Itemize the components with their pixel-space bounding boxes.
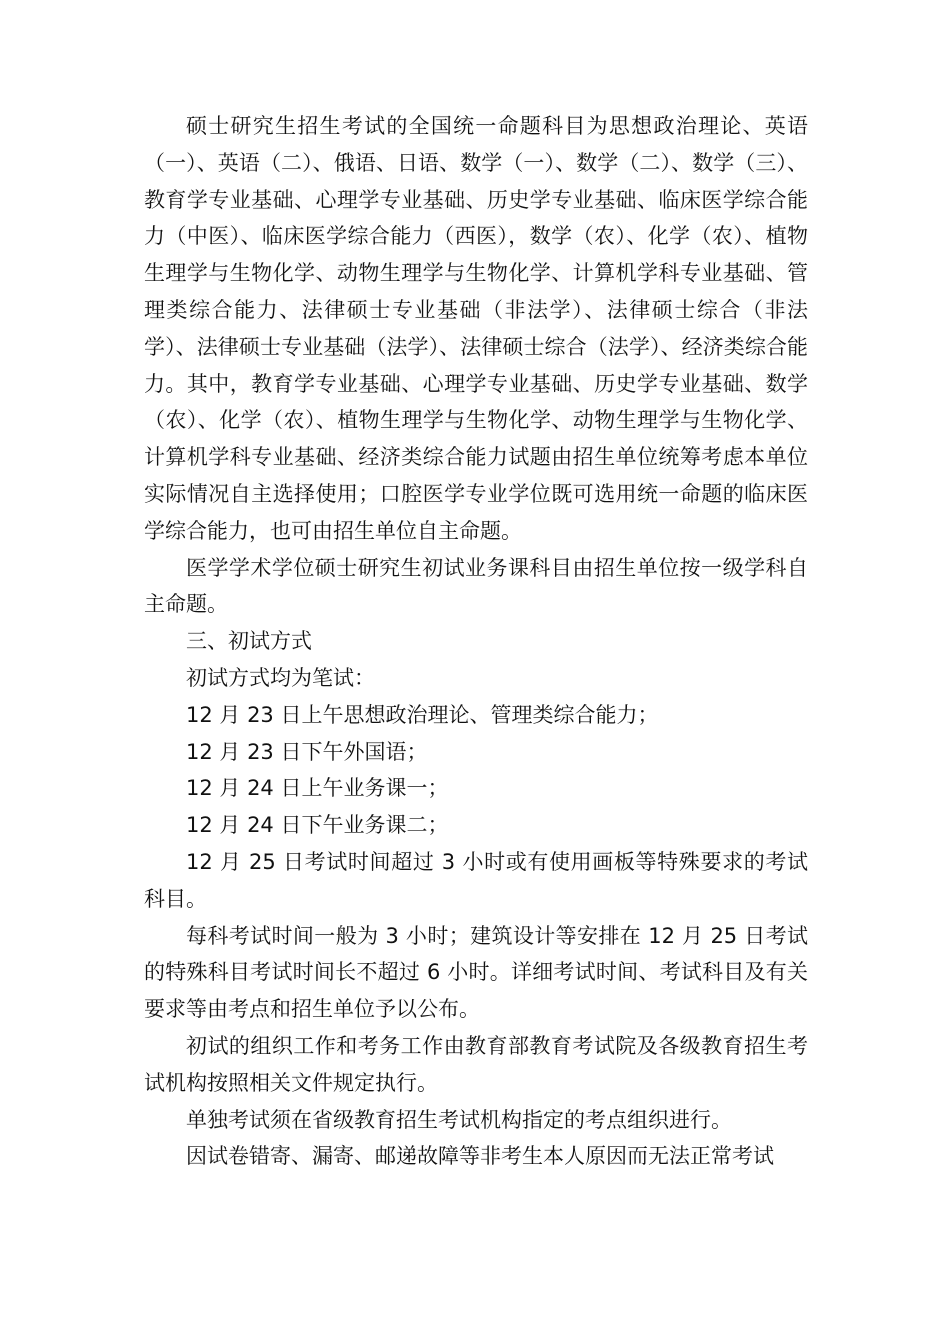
section-heading-exam-method: 三、初试方式	[186, 629, 312, 654]
schedule-item-dec24-pm: 12 月 24 日下午业务课二；	[186, 813, 449, 838]
schedule-item-dec25: 12 月 25 日考试时间超过 3 小时或有使用画板等特殊要求的考试科目。	[144, 849, 808, 911]
paragraph-exam-incidents: 因试卷错寄、漏寄、邮递故障等非考生本人原因而无法正常考试	[186, 1144, 774, 1169]
document-body	[144, 108, 808, 1175]
paragraph-medical-subjects: 医学学术学位硕士研究生初试业务课科目由招生单位按一级学科自主命题。	[144, 555, 808, 617]
paragraph-written-exam: 初试方式均为笔试：	[186, 665, 375, 690]
paragraph-exam-subjects: 硕士研究生招生考试的全国统一命题科目为思想政治理论、英语（一）、英语（二）、俄语、日语、数学（一）、数学（二）、数学（三）、教育学专业基础、心理学专业基础、历史学专业基础、临床医学综合能力（中医）、临床医学综合能力（西医），数学（农）、化学（农）、植物生理学与生物化学、动物生理学与生物化学、计算机学科专业基础、管理类综合能力、法律硕士专业基础（非法学）、法律硕士综合（非法学）、法律硕士专业基础（法学）、法律硕士综合（法学）、经济类综合能力。其中，教育学专业基础、心理学专业基础、历史学专业基础、数学（农）、化学（农）、植物生理学与生物化学、动物生理学与生物化学、计算机学科专业基础、经济类综合能力试题由招生单位统筹考虑本单位实际情况自主选择使用；口腔医学专业学位既可选用统一命题的临床医学综合能力，也可由招生单位自主命题。	[144, 114, 808, 543]
schedule-item-dec24-am: 12 月 24 日上午业务课一；	[186, 776, 449, 801]
paragraph-exam-duration: 每科考试时间一般为 3 小时；建筑设计等安排在 12 月 25 日考试的特殊科目考试时间长不超过 6 小时。详细考试时间、考试科目及有关要求等由考点和招生单位予以公布。	[144, 923, 808, 1022]
paragraph-separate-exam: 单独考试须在省级教育招生考试机构指定的考点组织进行。	[186, 1107, 732, 1132]
schedule-item-dec23-am: 12 月 23 日上午思想政治理论、管理类综合能力；	[186, 702, 659, 727]
schedule-item-dec23-pm: 12 月 23 日下午外国语；	[186, 739, 428, 764]
paragraph-organization: 初试的组织工作和考务工作由教育部教育考试院及各级教育招生考试机构按照相关文件规定执行。	[144, 1033, 808, 1095]
